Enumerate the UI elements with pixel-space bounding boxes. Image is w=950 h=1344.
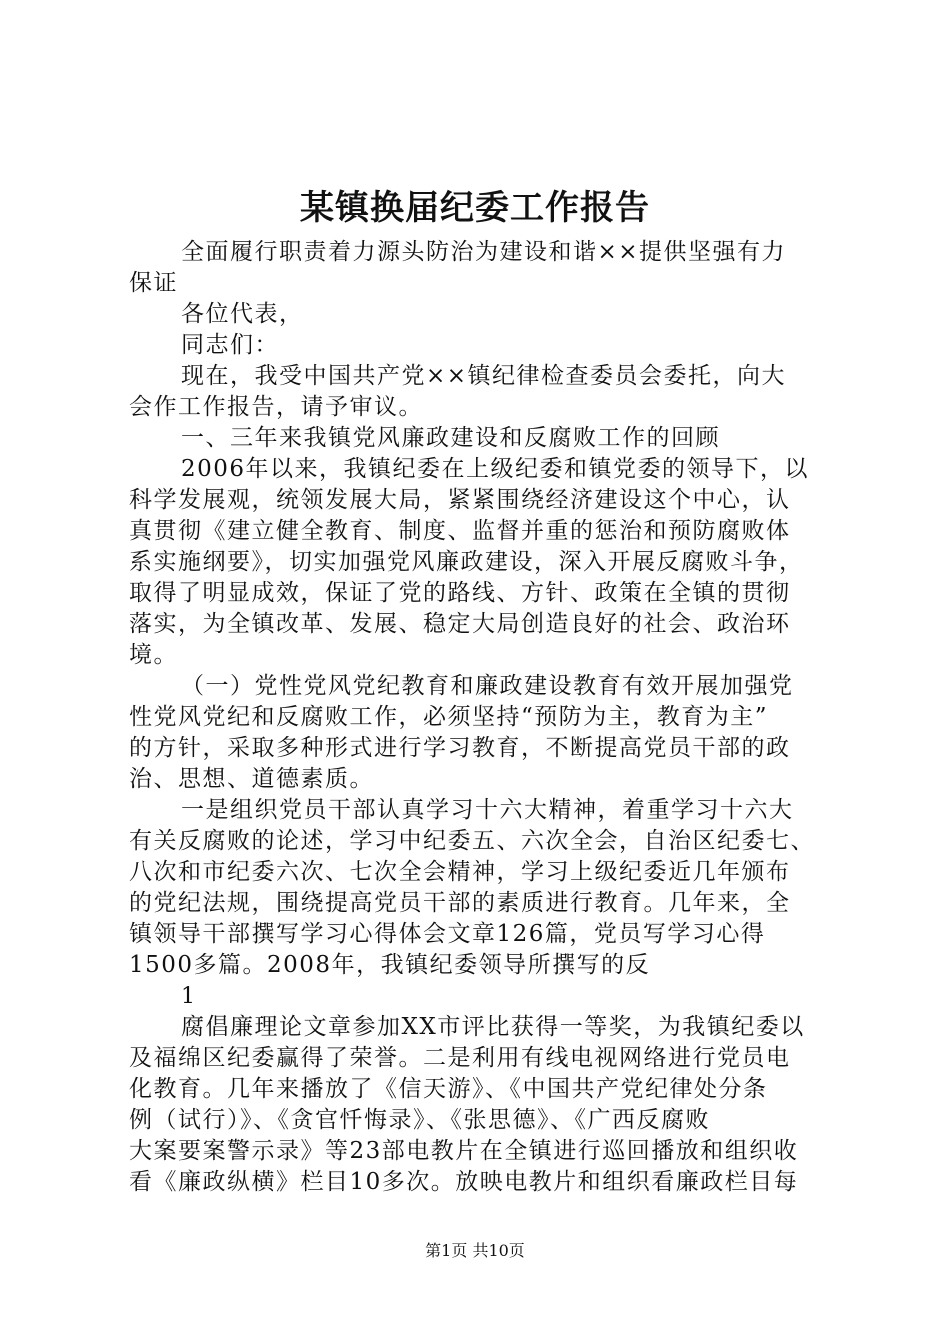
body-line: 有关反腐败的论述，学习中纪委五、六次全会，自治区纪委七、 — [129, 828, 815, 854]
body-line: 治、思想、道德素质。 — [129, 766, 374, 792]
body-line: 大案要案警示录》等23部电教片在全镇进行巡回播放和组织收 — [129, 1138, 799, 1164]
body-line: 一是组织党员干部认真学习十六大精神，着重学习十六大 — [181, 797, 794, 823]
body-line: 八次和市纪委六次、七次全会精神，学习上级纪委近几年颁布 — [129, 859, 791, 885]
body-line: 科学发展观，统领发展大局，紧紧围绕经济建设这个中心，认 — [129, 487, 791, 513]
subsection-heading: （一）党性党风党纪教育和廉政建设教育有效开展加强党 — [181, 673, 794, 699]
body-line: 腐倡廉理论文章参加XX市评比获得一等奖，为我镇纪委以 — [181, 1014, 805, 1040]
body-line: 的党纪法规，围绕提高党员干部的素质进行教育。几年来，全 — [129, 890, 791, 916]
page-footer: 第1页 共10页 — [425, 1241, 525, 1260]
body-line: 落实，为全镇改革、发展、稳定大局创造良好的社会、政治环 — [129, 611, 791, 637]
body-line: 取得了明显成效，保证了党的路线、方针、政策在全镇的贯彻 — [129, 580, 791, 606]
section-heading: 一、三年来我镇党风廉政建设和反腐败工作的回顾 — [181, 425, 720, 451]
body-line: 现在，我受中国共产党××镇纪律检查委员会委托，向大 — [181, 363, 787, 389]
body-line: 保证 — [129, 270, 178, 296]
inline-page-number: 1 — [181, 984, 195, 1009]
body-line: 全面履行职责着力源头防治为建设和谐××提供坚强有力 — [181, 239, 787, 265]
body-line: 镇领导干部撰写学习心得体会文章126篇，党员写学习心得 — [129, 921, 766, 947]
body-line: 真贯彻《建立健全教育、制度、监督并重的惩治和预防腐败体 — [129, 518, 791, 544]
body-line: 的方针，采取多种形式进行学习教育，不断提高党员干部的政 — [129, 735, 791, 761]
document-title: 某镇换届纪委工作报告 — [300, 188, 650, 228]
body-line: 看《廉政纵横》栏目10多次。放映电教片和组织看廉政栏目每 — [129, 1169, 799, 1195]
body-line: 例（试行）》、《贪官忏悔录》、《张思德》、《广西反腐败 — [129, 1107, 710, 1133]
document-body — [129, 237, 829, 1198]
body-line: 1500多篇。2008年，我镇纪委领导所撰写的反 — [129, 952, 651, 978]
body-line: 境。 — [129, 642, 178, 668]
body-line: 各位代表， — [181, 301, 304, 327]
body-line: 同志们： — [181, 332, 279, 358]
body-line: 会作工作报告，请予审议。 — [129, 394, 423, 420]
body-line: 2006年以来，我镇纪委在上级纪委和镇党委的领导下，以 — [181, 456, 810, 482]
body-line: 及福绵区纪委赢得了荣誉。二是利用有线电视网络进行党员电 — [129, 1045, 791, 1071]
body-line: 化教育。几年来播放了《信天游》、《中国共产党纪律处分条 — [129, 1076, 768, 1102]
body-line: 系实施纲要》，切实加强党风廉政建设，深入开展反腐败斗争， — [129, 549, 804, 575]
body-line: 性党风党纪和反腐败工作，必须坚持“预防为主，教育为主” — [129, 704, 769, 730]
